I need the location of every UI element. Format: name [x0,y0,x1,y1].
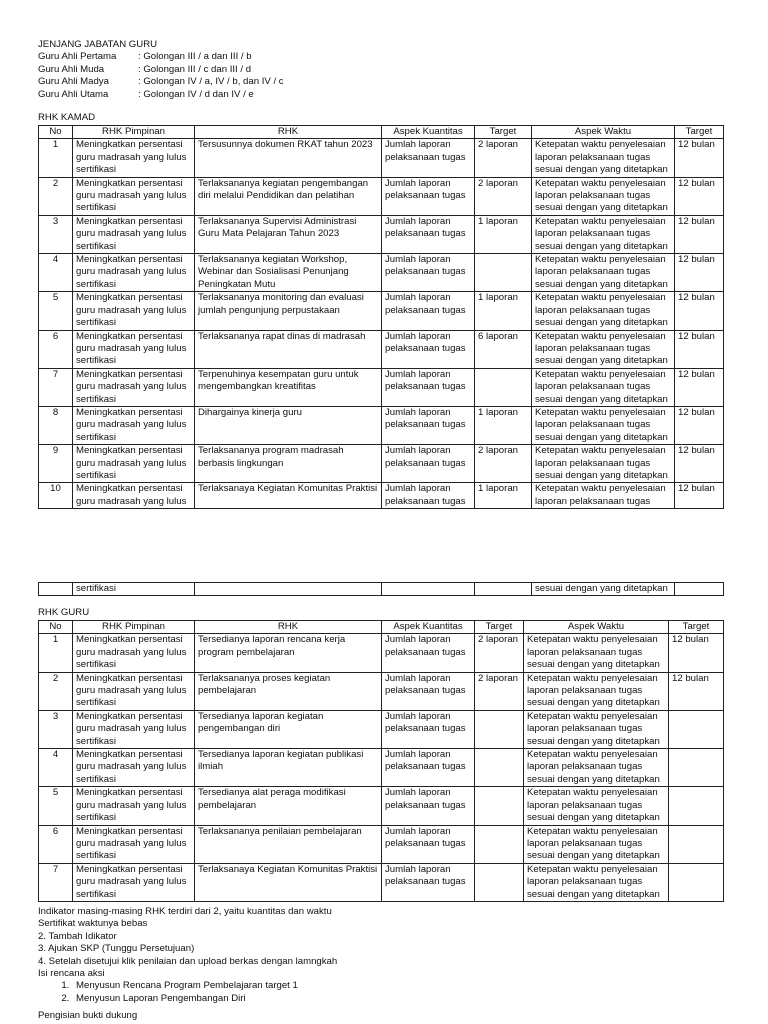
cell-rhk-pimpinan: Meningkatkan persentasi guru madrasah yang lulus sertifikasi [73,254,195,292]
cell-target-kuantitas [475,254,532,292]
cell-aspek-kuantitas: Jumlah laporan pelaksanaan tugas [382,749,475,787]
table-row [39,672,724,710]
jenjang-value: : Golongan IV / d dan IV / e [138,88,254,100]
cell-target-kuantitas: 1 laporan [475,215,532,253]
cell-rhk: Terlaksanaya Kegiatan Komunitas Praktisi [195,483,382,509]
guru-header-row [39,621,724,634]
column-header: Target [475,126,532,139]
jenjang-name: Guru Ahli Muda [38,63,105,75]
jenjang-name: Guru Ahli Pertama [38,51,117,63]
cell-rhk: Terlaksananya program madrasah berbasis lingkungan [195,445,382,483]
cell-aspek-kuantitas: Jumlah laporan pelaksanaan tugas [382,292,475,330]
table-row [39,583,724,596]
cell-rhk-pimpinan: Meningkatkan persentasi guru madrasah yang lulus sertifikasi [73,672,195,710]
cell-aspek-kuantitas: Jumlah laporan pelaksanaan tugas [382,825,475,863]
note-line: 4. Setelah disetujui klik penilaian dan upload berkas dengan lamngkah [38,955,338,967]
jenjang-name: Guru Ahli Madya [38,76,109,88]
cell-target-waktu: 12 bulan [675,368,724,406]
cell-aspek-kuantitas: Jumlah laporan pelaksanaan tugas [382,672,475,710]
table-row [39,710,724,748]
cell-aspek-waktu: Ketepatan waktu penyelesaian laporan pelaksanaan tugas sesuai dengan yang ditetapkan [524,787,669,825]
cell-aspek-waktu: Ketepatan waktu penyelesaian laporan pelaksanaan tugas [532,483,675,509]
cell-target-waktu: 12 bulan [675,330,724,368]
cell-target-kuantitas [475,368,532,406]
notes-list [38,906,337,980]
note-line: Isi rencana aksi [38,968,105,980]
note-line: Indikator masing-masing RHK terdiri dari 2, yaitu kuantitas dan waktu [38,906,332,917]
column-header: Aspek Waktu [532,126,675,139]
cell-rhk: Terlaksananya Supervisi Administrasi Guru Mata Pelajaran Tahun 2023 [195,215,382,253]
table-row [39,177,724,215]
column-header: Aspek Kuantitas [382,126,475,139]
cell-rhk-pimpinan: Meningkatkan persentasi guru madrasah yang lulus sertifikasi [73,787,195,825]
cell-no: 9 [39,445,73,483]
cell-aspek-waktu: Ketepatan waktu penyelesaian laporan pelaksanaan tugas sesuai dengan yang ditetapkan [532,215,675,253]
column-header: RHK [195,126,382,139]
cell-target-kuantitas: 1 laporan [475,406,532,444]
cell-target-waktu [669,749,724,787]
cell-rhk: Terlaksananya kegiatan pengembangan diri melalui Pendidikan dan pelatihan [195,177,382,215]
cell-rhk: Terlaksananya penilaian pembelajaran [195,825,382,863]
cell-target-kuantitas [475,825,524,863]
cell-rhk: Tersedianya laporan kegiatan publikasi ilmiah [195,749,382,787]
cell-target-kuantitas [475,787,524,825]
column-header: RHK Pimpinan [73,621,195,634]
cell-aspek-kuantitas: Jumlah laporan pelaksanaan tugas [382,634,475,672]
cell-aspek-waktu: Ketepatan waktu penyelesaian laporan pelaksanaan tugas sesuai dengan yang ditetapkan [532,254,675,292]
cell-target-kuantitas [475,583,532,596]
cell-rhk-pimpinan: sertifikasi [73,583,195,596]
cell-no: 3 [39,710,73,748]
cell-aspek-kuantitas [382,583,475,596]
cell-aspek-kuantitas: Jumlah laporan pelaksanaan tugas [382,215,475,253]
cell-rhk-pimpinan: Meningkatkan persentasi guru madrasah yang lulus sertifikasi [73,634,195,672]
column-header: Target [675,126,724,139]
list-item: 2. Menyusun Laporan Pengembangan Diri [72,993,337,1005]
rencana-aksi-list [38,980,337,1005]
jenjang-row [38,76,284,88]
cell-rhk-pimpinan: Meningkatkan persentasi guru madrasah yang lulus [73,483,195,509]
table-row [39,292,724,330]
cell-target-kuantitas: 1 laporan [475,483,532,509]
jenjang-section [38,39,284,101]
table-row [39,330,724,368]
column-header: Aspek Waktu [524,621,669,634]
table-row [39,825,724,863]
column-header: RHK [195,621,382,634]
cell-rhk: Terlaksananya proses kegiatan pembelajaran [195,672,382,710]
cell-target-waktu: 12 bulan [669,672,724,710]
cell-aspek-waktu: Ketepatan waktu penyelesaian laporan pelaksanaan tugas sesuai dengan yang ditetapkan [532,139,675,177]
cell-rhk [195,583,382,596]
cell-no: 7 [39,368,73,406]
cell-aspek-kuantitas: Jumlah laporan pelaksanaan tugas [382,139,475,177]
cell-rhk: Terlaksanaya Kegiatan Komunitas Praktisi [195,863,382,901]
cell-target-waktu: 12 bulan [675,139,724,177]
cell-rhk: Tersedianya laporan rencana kerja program pembelajaran [195,634,382,672]
jenjang-value: : Golongan III / c dan III / d [138,63,252,75]
cell-rhk: Tersedianya laporan kegiatan pengembangan diri [195,710,382,748]
cell-rhk-pimpinan: Meningkatkan persentasi guru madrasah yang lulus sertifikasi [73,710,195,748]
cell-rhk: Dihargainya kinerja guru [195,406,382,444]
cell-rhk: Tersedianya alat peraga modifikasi pembelajaran [195,787,382,825]
cell-target-kuantitas [475,710,524,748]
table-row [39,787,724,825]
cell-aspek-kuantitas: Jumlah laporan pelaksanaan tugas [382,445,475,483]
table-row [39,749,724,787]
cell-target-kuantitas: 6 laporan [475,330,532,368]
table-row [39,483,724,509]
cell-target-kuantitas: 1 laporan [475,292,532,330]
cell-target-waktu: 12 bulan [675,292,724,330]
table-row [39,863,724,901]
column-header: Target [669,621,724,634]
cell-rhk-pimpinan: Meningkatkan persentasi guru madrasah yang lulus sertifikasi [73,292,195,330]
cell-aspek-kuantitas: Jumlah laporan pelaksanaan tugas [382,863,475,901]
cell-aspek-waktu: sesuai dengan yang ditetapkan [532,583,675,596]
cell-no: 6 [39,825,73,863]
cell-no: 3 [39,215,73,253]
table-row [39,634,724,672]
cell-aspek-kuantitas: Jumlah laporan pelaksanaan tugas [382,177,475,215]
cell-aspek-waktu: Ketepatan waktu penyelesaian laporan pelaksanaan tugas sesuai dengan yang ditetapkan [532,292,675,330]
table-row [39,139,724,177]
cell-rhk: Terlaksananya kegiatan Workshop, Webinar dan Sosialisasi Penunjang Peningkatan Mutu [195,254,382,292]
cell-aspek-kuantitas: Jumlah laporan pelaksanaan tugas [382,330,475,368]
cell-no: 6 [39,330,73,368]
table-row [39,445,724,483]
cell-aspek-kuantitas: Jumlah laporan pelaksanaan tugas [382,710,475,748]
table-row [39,406,724,444]
cell-rhk-pimpinan: Meningkatkan persentasi guru madrasah yang lulus sertifikasi [73,177,195,215]
jenjang-row [38,64,284,76]
notes-section [38,906,337,1022]
cell-no: 4 [39,749,73,787]
note-line: Sertifikat waktunya bebas [38,918,148,930]
cell-rhk-pimpinan: Meningkatkan persentasi guru madrasah yang lulus sertifikasi [73,445,195,483]
jenjang-row [38,51,284,63]
jenjang-title: JENJANG JABATAN GURU [38,39,158,50]
cell-aspek-waktu: Ketepatan waktu penyelesaian laporan pelaksanaan tugas sesuai dengan yang ditetapkan [524,672,669,710]
cell-target-waktu [669,710,724,748]
cell-rhk: Terlaksananya rapat dinas di madrasah [195,330,382,368]
cell-rhk-pimpinan: Meningkatkan persentasi guru madrasah yang lulus sertifikasi [73,749,195,787]
cell-rhk-pimpinan: Meningkatkan persentasi guru madrasah yang lulus sertifikasi [73,406,195,444]
cell-rhk-pimpinan: Meningkatkan persentasi guru madrasah yang lulus sertifikasi [73,215,195,253]
cell-target-waktu [669,825,724,863]
notes-cut-line: Pengisian bukti dukung [38,1010,138,1022]
cell-target-kuantitas: 2 laporan [475,445,532,483]
guru-title: RHK GURU [38,607,90,618]
cell-aspek-kuantitas: Jumlah laporan pelaksanaan tugas [382,406,475,444]
column-header: No [39,126,73,139]
cell-rhk: Terpenuhinya kesempatan guru untuk mengembangkan kreatifitas [195,368,382,406]
cell-target-waktu: 12 bulan [675,254,724,292]
list-item: 1. Menyusun Rencana Program Pembelajaran target 1 [72,980,337,992]
column-header: Aspek Kuantitas [382,621,475,634]
cell-target-kuantitas [475,749,524,787]
cell-rhk-pimpinan: Meningkatkan persentasi guru madrasah yang lulus sertifikasi [73,330,195,368]
kamad-continued-table [38,582,724,596]
cell-no: 5 [39,292,73,330]
cell-target-waktu [675,583,724,596]
cell-aspek-kuantitas: Jumlah laporan pelaksanaan tugas [382,787,475,825]
cell-target-waktu: 12 bulan [675,445,724,483]
cell-target-kuantitas: 2 laporan [475,672,524,710]
cell-no: 7 [39,863,73,901]
cell-no: 2 [39,177,73,215]
cell-aspek-waktu: Ketepatan waktu penyelesaian laporan pelaksanaan tugas sesuai dengan yang ditetapkan [524,749,669,787]
column-header: RHK Pimpinan [73,126,195,139]
table-row [39,215,724,253]
cell-rhk: Tersusunnya dokumen RKAT tahun 2023 [195,139,382,177]
cell-rhk: Terlaksananya monitoring dan evaluasi jumlah pengunjung perpustakaan [195,292,382,330]
cell-no: 2 [39,672,73,710]
cell-aspek-waktu: Ketepatan waktu penyelesaian laporan pelaksanaan tugas sesuai dengan yang ditetapkan [524,634,669,672]
cell-aspek-waktu: Ketepatan waktu penyelesaian laporan pelaksanaan tugas sesuai dengan yang ditetapkan [524,863,669,901]
cell-target-waktu: 12 bulan [675,215,724,253]
cell-target-kuantitas [475,863,524,901]
cell-no [39,583,73,596]
cell-rhk-pimpinan: Meningkatkan persentasi guru madrasah yang lulus sertifikasi [73,368,195,406]
cell-aspek-waktu: Ketepatan waktu penyelesaian laporan pelaksanaan tugas sesuai dengan yang ditetapkan [524,710,669,748]
cell-target-kuantitas: 2 laporan [475,634,524,672]
cell-target-waktu: 12 bulan [675,177,724,215]
note-line: 2. Tambah Idikator [38,930,117,942]
kamad-table [38,125,724,509]
cell-no: 1 [39,139,73,177]
cell-target-waktu [669,787,724,825]
cell-no: 5 [39,787,73,825]
cell-target-waktu: 12 bulan [675,406,724,444]
jenjang-row [38,89,284,101]
cell-no: 8 [39,406,73,444]
cell-rhk-pimpinan: Meningkatkan persentasi guru madrasah yang lulus sertifikasi [73,825,195,863]
cell-aspek-waktu: Ketepatan waktu penyelesaian laporan pelaksanaan tugas sesuai dengan yang ditetapkan [532,406,675,444]
cell-no: 1 [39,634,73,672]
cell-target-kuantitas: 2 laporan [475,177,532,215]
jenjang-value: : Golongan III / a dan III / b [138,51,252,63]
cell-aspek-kuantitas: Jumlah laporan pelaksanaan tugas [382,483,475,509]
jenjang-name: Guru Ahli Utama [38,88,109,100]
cell-no: 10 [39,483,73,509]
jenjang-list [38,51,284,101]
table-row [39,254,724,292]
table-row [39,368,724,406]
note-line: 3. Ajukan SKP (Tunggu Persetujuan) [38,943,195,955]
cell-aspek-kuantitas: Jumlah laporan pelaksanaan tugas [382,254,475,292]
cell-aspek-waktu: Ketepatan waktu penyelesaian laporan pelaksanaan tugas sesuai dengan yang ditetapkan [532,445,675,483]
cell-rhk-pimpinan: Meningkatkan persentasi guru madrasah yang lulus sertifikasi [73,863,195,901]
cell-target-waktu [669,863,724,901]
column-header: No [39,621,73,634]
guru-table [38,620,724,902]
column-header: Target [475,621,524,634]
cell-aspek-kuantitas: Jumlah laporan pelaksanaan tugas [382,368,475,406]
cell-target-waktu: 12 bulan [675,483,724,509]
cell-aspek-waktu: Ketepatan waktu penyelesaian laporan pelaksanaan tugas sesuai dengan yang ditetapkan [532,330,675,368]
cell-aspek-waktu: Ketepatan waktu penyelesaian laporan pelaksanaan tugas sesuai dengan yang ditetapkan [532,368,675,406]
cell-target-kuantitas: 2 laporan [475,139,532,177]
cell-no: 4 [39,254,73,292]
cell-aspek-waktu: Ketepatan waktu penyelesaian laporan pelaksanaan tugas sesuai dengan yang ditetapkan [524,825,669,863]
kamad-title: RHK KAMAD [38,112,96,123]
kamad-header-row [39,126,724,139]
jenjang-value: : Golongan IV / a, IV / b, dan IV / c [138,76,284,88]
cell-rhk-pimpinan: Meningkatkan persentasi guru madrasah yang lulus sertifikasi [73,139,195,177]
cell-aspek-waktu: Ketepatan waktu penyelesaian laporan pelaksanaan tugas sesuai dengan yang ditetapkan [532,177,675,215]
cell-target-waktu: 12 bulan [669,634,724,672]
